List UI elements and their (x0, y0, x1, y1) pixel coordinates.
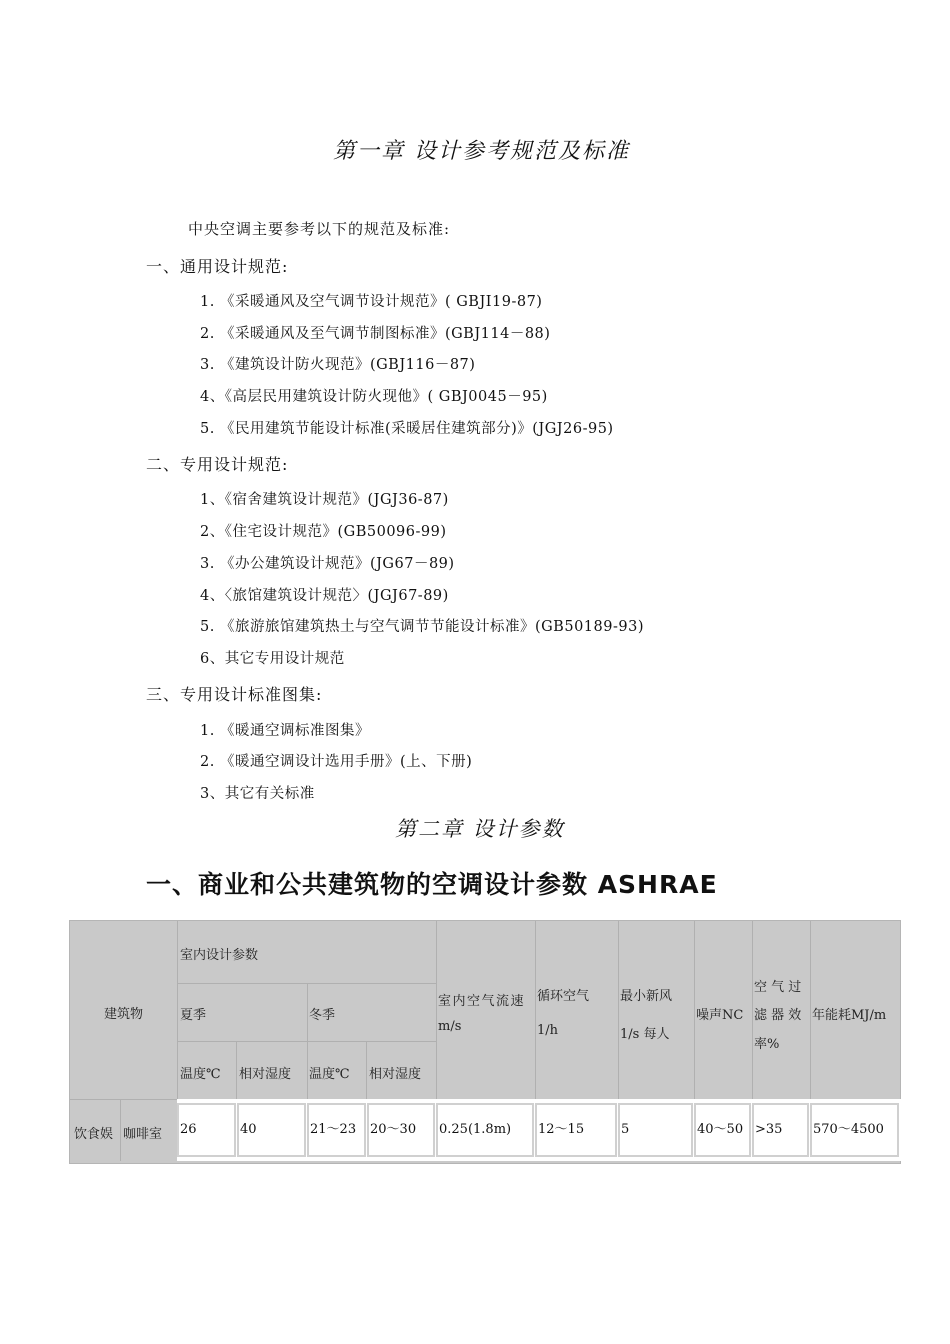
chapter1-title: 第一章 设计参考规范及标准 (333, 139, 630, 164)
header-filter-line2: 滤 器 效 (754, 1008, 802, 1023)
list-item: 2. 《采暖通风及至气调节制图标准》(GBJ114－88) (200, 326, 551, 342)
list-item: 3. 《建筑设计防火现范》(GBJ116－87) (200, 357, 476, 373)
list-item: 3、其它有关标准 (200, 786, 315, 802)
list-item: 1、《宿舍建筑设计规范》(JGJ36-87) (200, 492, 449, 508)
header-winter: 冬季 (309, 1008, 336, 1023)
list-item: 5. 《旅游旅馆建筑热土与空气调节节能设计标准》(GB50189-93) (200, 619, 644, 635)
list-item: 1. 《采暖通风及空气调节设计规范》( GBJI19-87) (200, 294, 543, 310)
chapter2-title: 第二章 设计参数 (395, 817, 565, 841)
header-winter-humidity: 相对湿度 (369, 1067, 422, 1082)
header-circulation: 循环空气 (537, 989, 590, 1004)
list-item: 4、《高层民用建筑设计防火现他》( GBJ0045－95) (200, 389, 548, 405)
header-airflow: 室内空气流速 (438, 994, 526, 1009)
header-airflow-unit: m/s (438, 1019, 462, 1034)
list-item: 2、《住宅设计规范》(GB50096-99) (200, 524, 447, 540)
list-item: 1. 《暖通空调标准图集》 (200, 723, 370, 739)
row-category: 饮食娱 (74, 1127, 114, 1142)
header-winter-temp: 温度℃ (309, 1067, 350, 1082)
cell-summer-temp: 26 (177, 1103, 236, 1157)
header-circulation-unit: 1/h (537, 1023, 559, 1038)
cell-fresh-air: 5 (618, 1103, 693, 1157)
header-summer-humidity: 相对湿度 (239, 1067, 292, 1082)
section-heading-atlas: 三、专用设计标准图集: (146, 685, 323, 704)
cell-energy: 570～4500 (810, 1103, 899, 1157)
cell-filter: >35 (752, 1103, 809, 1157)
header-building: 建筑物 (104, 1007, 144, 1022)
list-item: 6、其它专用设计规范 (200, 651, 345, 667)
header-fresh-air-unit: 1/s 每人 (620, 1027, 670, 1042)
list-item: 2. 《暖通空调设计选用手册》(上、下册) (200, 754, 473, 770)
header-indoor-params: 室内设计参数 (180, 948, 259, 963)
header-filter-line1: 空 气 过 (754, 980, 802, 995)
cell-summer-humidity: 40 (237, 1103, 306, 1157)
list-item: 4、〈旅馆建筑设计规范〉(JGJ67-89) (200, 588, 449, 604)
list-item: 3. 《办公建筑设计规范》(JG67－89) (200, 556, 455, 572)
cell-winter-humidity: 20～30 (367, 1103, 435, 1157)
cell-airflow: 0.25(1.8m) (436, 1103, 534, 1157)
section-heading-ashrae: 一、商业和公共建筑物的空调设计参数 ASHRAE (146, 870, 718, 899)
header-filter-line3: 率% (754, 1037, 780, 1052)
header-summer: 夏季 (180, 1008, 207, 1023)
section-heading-special: 二、专用设计规范: (146, 455, 289, 474)
design-parameters-table (69, 920, 901, 1164)
cell-circulation: 12～15 (535, 1103, 617, 1157)
header-fresh-air: 最小新风 (620, 989, 673, 1004)
section-heading-general: 一、通用设计规范: (146, 257, 289, 276)
header-noise: 噪声NC (696, 1008, 744, 1023)
cell-noise: 40～50 (694, 1103, 751, 1157)
list-item: 5. 《民用建筑节能设计标准(采暖居住建筑部分)》(JGJ26-95) (200, 421, 614, 437)
header-summer-temp: 温度℃ (180, 1067, 221, 1082)
cell-winter-temp: 21～23 (307, 1103, 366, 1157)
header-energy: 年能耗MJ/m (812, 1008, 887, 1023)
chapter1-intro: 中央空调主要参考以下的规范及标准: (188, 220, 451, 238)
table-row (177, 1099, 901, 1161)
row-type: 咖啡室 (123, 1127, 163, 1142)
